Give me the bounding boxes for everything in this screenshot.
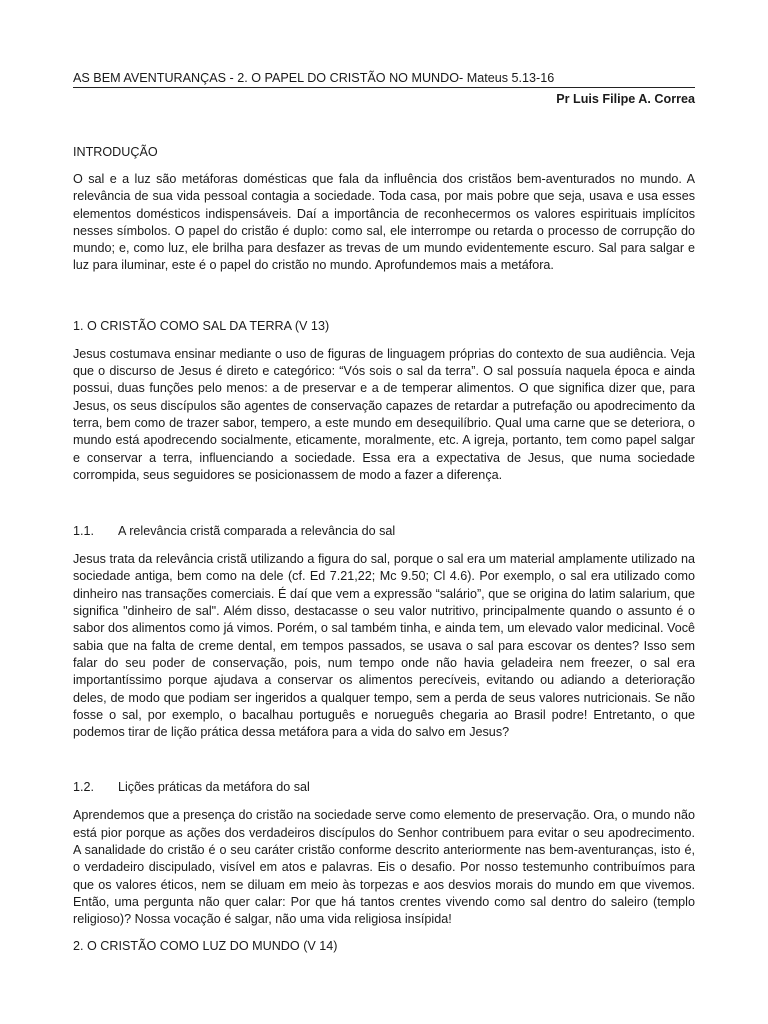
- subsection-title: Lições práticas da metáfora do sal: [118, 780, 310, 795]
- subsection-1-2-paragraph: Aprendemos que a presença do cristão na sociedade serve como elemento de preservação. Ora, o mundo não está pior porque as ações dos verdadeiros discípulos do Senhor contribuem para evitar o seu apodrecimento. A sanalidade do cristão é o seu caráter cristão conforme descrito anteriormente nas bem-aventuranças, isto é, o verdadeiro discipulado, visível em atos e palavras. Eis o desafio. Por nosso testemunho contribuímos para que os valores éticos, nem se diluam em meio às torpezas e aos desvios morais do mundo em que vivemos. Então, uma pergunta não quer calar: Por que há tantos crentes vivendo como sal dentro do saleiro (templo religioso)? Nossa vocação é salgar, não uma vida religiosa insípida!: [73, 808, 695, 927]
- subsection-1-1-heading: [73, 523, 695, 540]
- subsection-title: A relevância cristã comparada a relevância do sal: [118, 524, 396, 539]
- intro-paragraph: O sal e a luz são metáforas domésticas que fala da influência dos cristãos bem-aventurados no mundo. A relevância de sua vida pessoal contagia a sociedade. Toda casa, por mais pobre que seja, usava e usa esses elementos domésticos indispensáveis. Daí a importância de reconhecermos os valores espirituais implícitos nesses símbolos. O papel do cristão é duplo: como sal, ele interrompe ou retarda o processo de corrupção do mundo; e, como luz, ele brilha para desfazer as trevas de um mundo evidentemente escuro. Sal para salgar e luz para iluminar, este é o papel do cristão no mundo. Aprofundemos mais a metáfora.: [73, 172, 695, 273]
- subsection-number: 1.1.: [73, 524, 95, 539]
- section2-heading: 2. O CRISTÃO COMO LUZ DO MUNDO (V 14): [73, 938, 338, 953]
- intro-heading: INTRODUÇÃO: [73, 145, 158, 159]
- document-header: AS BEM AVENTURANÇAS - 2. O PAPEL DO CRISTÃO NO MUNDO- Mateus 5.13-16: [73, 70, 695, 88]
- section1-heading: 1. O CRISTÃO COMO SAL DA TERRA (V 13): [73, 318, 330, 333]
- subsection-1-2-heading: [73, 779, 695, 796]
- author-line: Pr Luis Filipe A. Correa: [556, 92, 695, 106]
- section1-paragraph: Jesus costumava ensinar mediante o uso de figuras de linguagem próprias do contexto de sua audiência. Veja que o discurso de Jesus é direto e categórico: “Vós sois o sal da terra”. O sal possuía naquela época e ainda possui, duas funções pelo menos: a de preservar e a de temperar alimentos. O que significa dizer que, para Jesus, os seus discípulos são agentes de conservação capazes de retardar a putrefação ou apodrecimento da terra, bem como de trazer sabor, tempero, a este mundo em desequilíbrio. Qual uma carne que se deteriora, o mundo está apodrecendo socialmente, eticamente, moralmente, etc. A igreja, portanto, tem como papel salgar e conservar a terra, influenciando a sociedade. Essa era a expectativa de Jesus, que numa sociedade corrompida, seus seguidores se posicionassem de modo a fazer a diferença.: [73, 346, 695, 482]
- subsection-number: 1.2.: [73, 780, 95, 795]
- subsection-1-1-paragraph: Jesus trata da relevância cristã utilizando a figura do sal, porque o sal era um material amplamente utilizado na sociedade antiga, bem como na dele (cf. Ed 7.21,22; Mc 9.50; Cl 4.6). Por exemplo, o sal era utilizado como dinheiro nas transações comerciais. É daí que vem a expressão “salário”, que se origina do latim salarium, que significa "dinheiro de sal". Além disso, destacasse o seu valor nutritivo, principalmente quando o assunto é o sabor dos alimentos como já vimos. Porém, o sal também tinha, e ainda tem, um elevado valor medicinal. Você sabia que na falta de creme dental, em tempos passados, se usava o sal para escovar os dentes? Isso sem falar do seu poder de conservação, pois, num tempo onde não havia geladeira nem freezer, o sal era importantíssimo porque ajudava a conservar os alimentos perecíveis, evitando ou adiando a deterioração deles, de modo que podiam ser ingeridos a qualquer tempo, sem a perda de seus valores nutricionais. Se não fosse o sal, por exemplo, o bacalhau português e norueguês chegaria ao Brasil podre! Entretanto, o que podemos tirar de lição prática dessa metáfora para a vida do salvo em Jesus?: [73, 552, 695, 740]
- document-page: [73, 70, 695, 955]
